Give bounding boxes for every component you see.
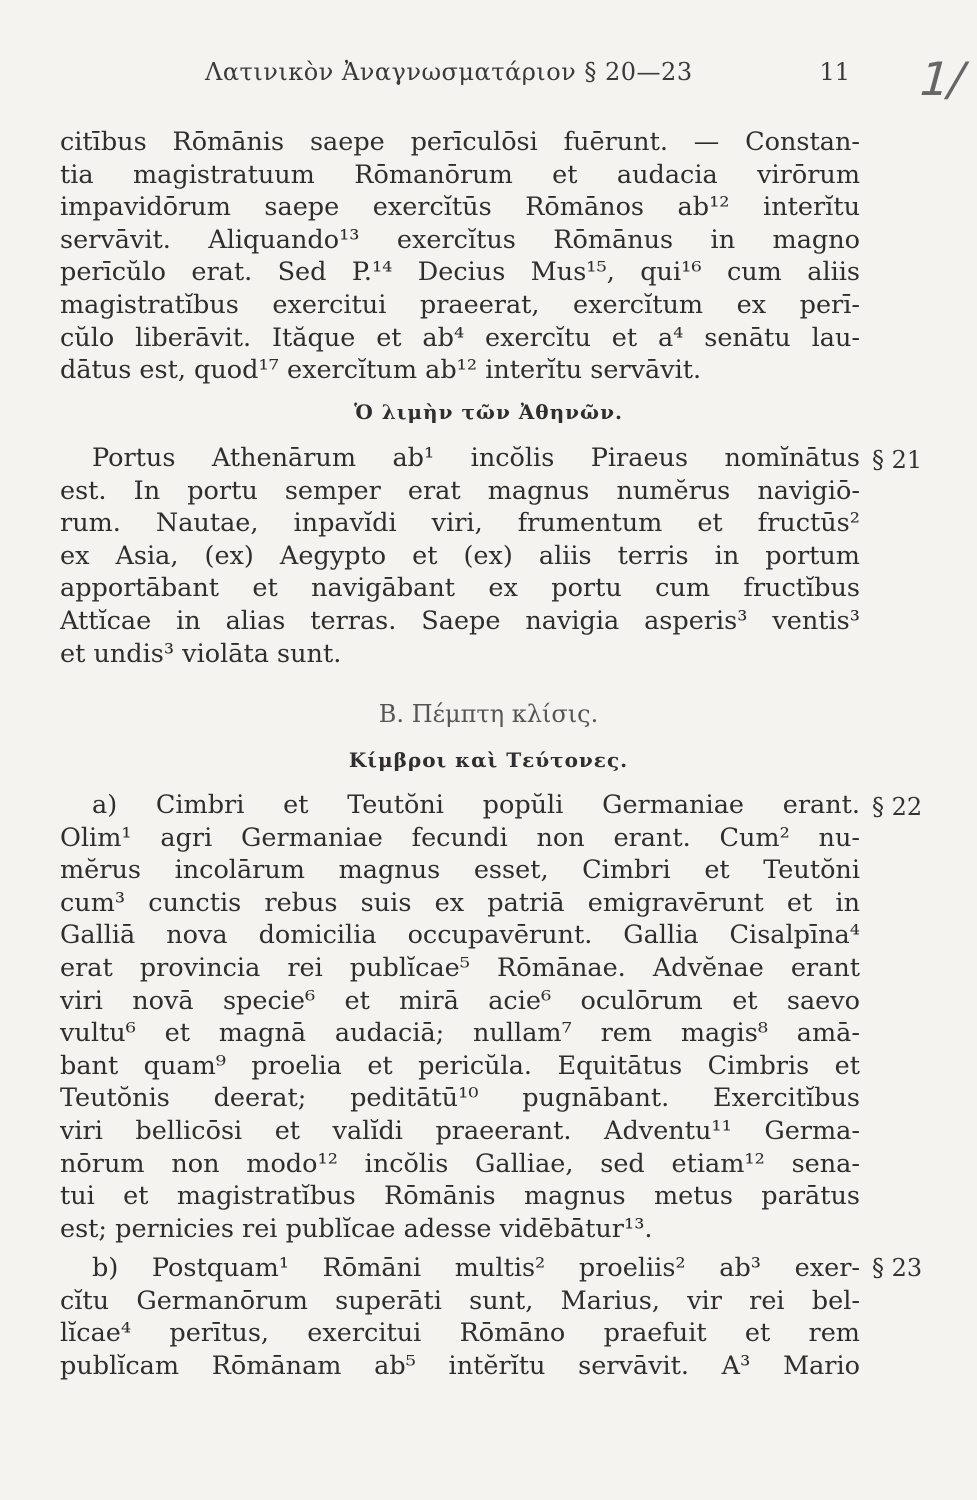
text-line: cŭlo liberāvit. Ităque et ab⁴ exercĭtu et a⁴ senātu lau- bbox=[60, 322, 860, 353]
text-line: Attĭcae in alias terras. Saepe navigia asperis³ ventis³ bbox=[60, 605, 860, 636]
text-line: nōrum non modo¹² incŏlis Galliae, sed etiam¹² sena- bbox=[60, 1148, 860, 1179]
declension-subheading: B. Πέμπτη κλίσις. bbox=[378, 700, 599, 728]
text-line: et undis³ violāta sunt. bbox=[60, 638, 342, 669]
text-line: impavidōrum saepe exercĭtūs Rōmānos ab¹² interĭtu bbox=[60, 192, 860, 223]
text-line: Galliā nova domicilia occupavērunt. Gallia Cisalpīna⁴ bbox=[60, 920, 860, 951]
margin-section-22: § 22 bbox=[872, 793, 923, 821]
text-line: viri novā specie⁶ et mirā acie⁶ oculōrum et saevo bbox=[60, 985, 860, 1016]
text-line: apportābant et navigābant ex portu cum fructĭbus bbox=[60, 573, 860, 604]
text-line: viri bellicōsi et valĭdi praeerant. Adventu¹¹ Germa- bbox=[60, 1115, 860, 1146]
text-line: ex Asia, (ex) Aegypto et (ex) aliis terris in portum bbox=[60, 540, 860, 571]
text-line: magistratĭbus exercitui praeerat, exercĭtum ex perī- bbox=[60, 289, 860, 320]
text-line: publĭcam Rōmānam ab⁵ intĕrĭtu servāvit. A³ Mario bbox=[60, 1350, 860, 1381]
running-header bbox=[60, 58, 860, 98]
margin-section-21: § 21 bbox=[872, 446, 923, 474]
text-line: Teutŏnis deerat; peditātū¹⁰ pugnābant. Exercitĭbus bbox=[60, 1083, 860, 1114]
pencil-mark: 1/ bbox=[912, 52, 973, 106]
paragraph-21 bbox=[60, 442, 860, 670]
text-line: rum. Nautae, inpavĭdi viri, frumentum et fructūs² bbox=[60, 508, 860, 539]
paragraph-22 bbox=[60, 789, 860, 1245]
text-line: mĕrus incolārum magnus esset, Cimbri et Teutŏni bbox=[60, 855, 860, 886]
text-line: Portus Athenārum ab¹ incŏlis Piraeus nomĭnātus bbox=[92, 443, 860, 473]
text-line: cĭtu Germanōrum superāti sunt, Marius, vir rei bel- bbox=[60, 1285, 860, 1316]
text-line: Olim¹ agri Germaniae fecundi non erant. Cum² nu- bbox=[60, 822, 860, 853]
text-line: est; pernicies rei publĭcae adesse vidēbātur¹³. bbox=[60, 1213, 653, 1244]
text-line: citībus Rōmānis saepe perīculōsi fuērunt. — Constan- bbox=[60, 127, 860, 157]
text-line: servāvit. Aliquando¹³ exercĭtus Rōmānus in magno bbox=[60, 224, 860, 255]
text-line: est. In portu semper erat magnus numĕrus navigiō- bbox=[60, 475, 860, 506]
text-line: bant quam⁹ proelia et pericŭla. Equitātus Cimbris et bbox=[60, 1050, 860, 1081]
paragraph-20-continuation bbox=[60, 126, 860, 387]
section-21-heading: Ὁ λιμὴν τῶν Ἀθηνῶν. bbox=[354, 400, 623, 424]
header-title: Λατινικὸν Ἀναγνωσματάριον § 20—23 bbox=[205, 58, 693, 86]
section-22-heading: Κίμβροι καὶ Τεύτονες. bbox=[348, 748, 629, 772]
text-line: cum³ cunctis rebus suis ex patriā emigravērunt et in bbox=[60, 887, 860, 918]
page-number: 11 bbox=[819, 58, 850, 86]
text-line: tia magistratuum Rōmanōrum et audacia virōrum bbox=[60, 159, 860, 190]
margin-section-23: § 23 bbox=[872, 1254, 923, 1282]
text-line: dātus est, quod¹⁷ exercĭtum ab¹² interĭtu servāvit. bbox=[60, 355, 702, 386]
text-line: vultu⁶ et magnā audaciā; nullam⁷ rem magis⁸ amā- bbox=[60, 1018, 860, 1049]
text-line: a) Cimbri et Teutŏni popŭli Germaniae erant. bbox=[92, 790, 860, 820]
text-line: lĭcae⁴ perītus, exercitui Rōmāno praefuit et rem bbox=[60, 1318, 860, 1349]
text-line: tui et magistratĭbus Rōmānis magnus metus parātus bbox=[60, 1181, 860, 1212]
paragraph-23 bbox=[60, 1252, 860, 1382]
text-line: erat provincia rei publĭcae⁵ Rōmānae. Advĕnae erant bbox=[60, 952, 860, 983]
text-line: b) Postquam¹ Rōmāni multis² proeliis² ab³ exer- bbox=[92, 1253, 860, 1283]
text-line: perīcŭlo erat. Sed P.¹⁴ Decius Mus¹⁵, qui¹⁶ cum aliis bbox=[60, 257, 860, 288]
